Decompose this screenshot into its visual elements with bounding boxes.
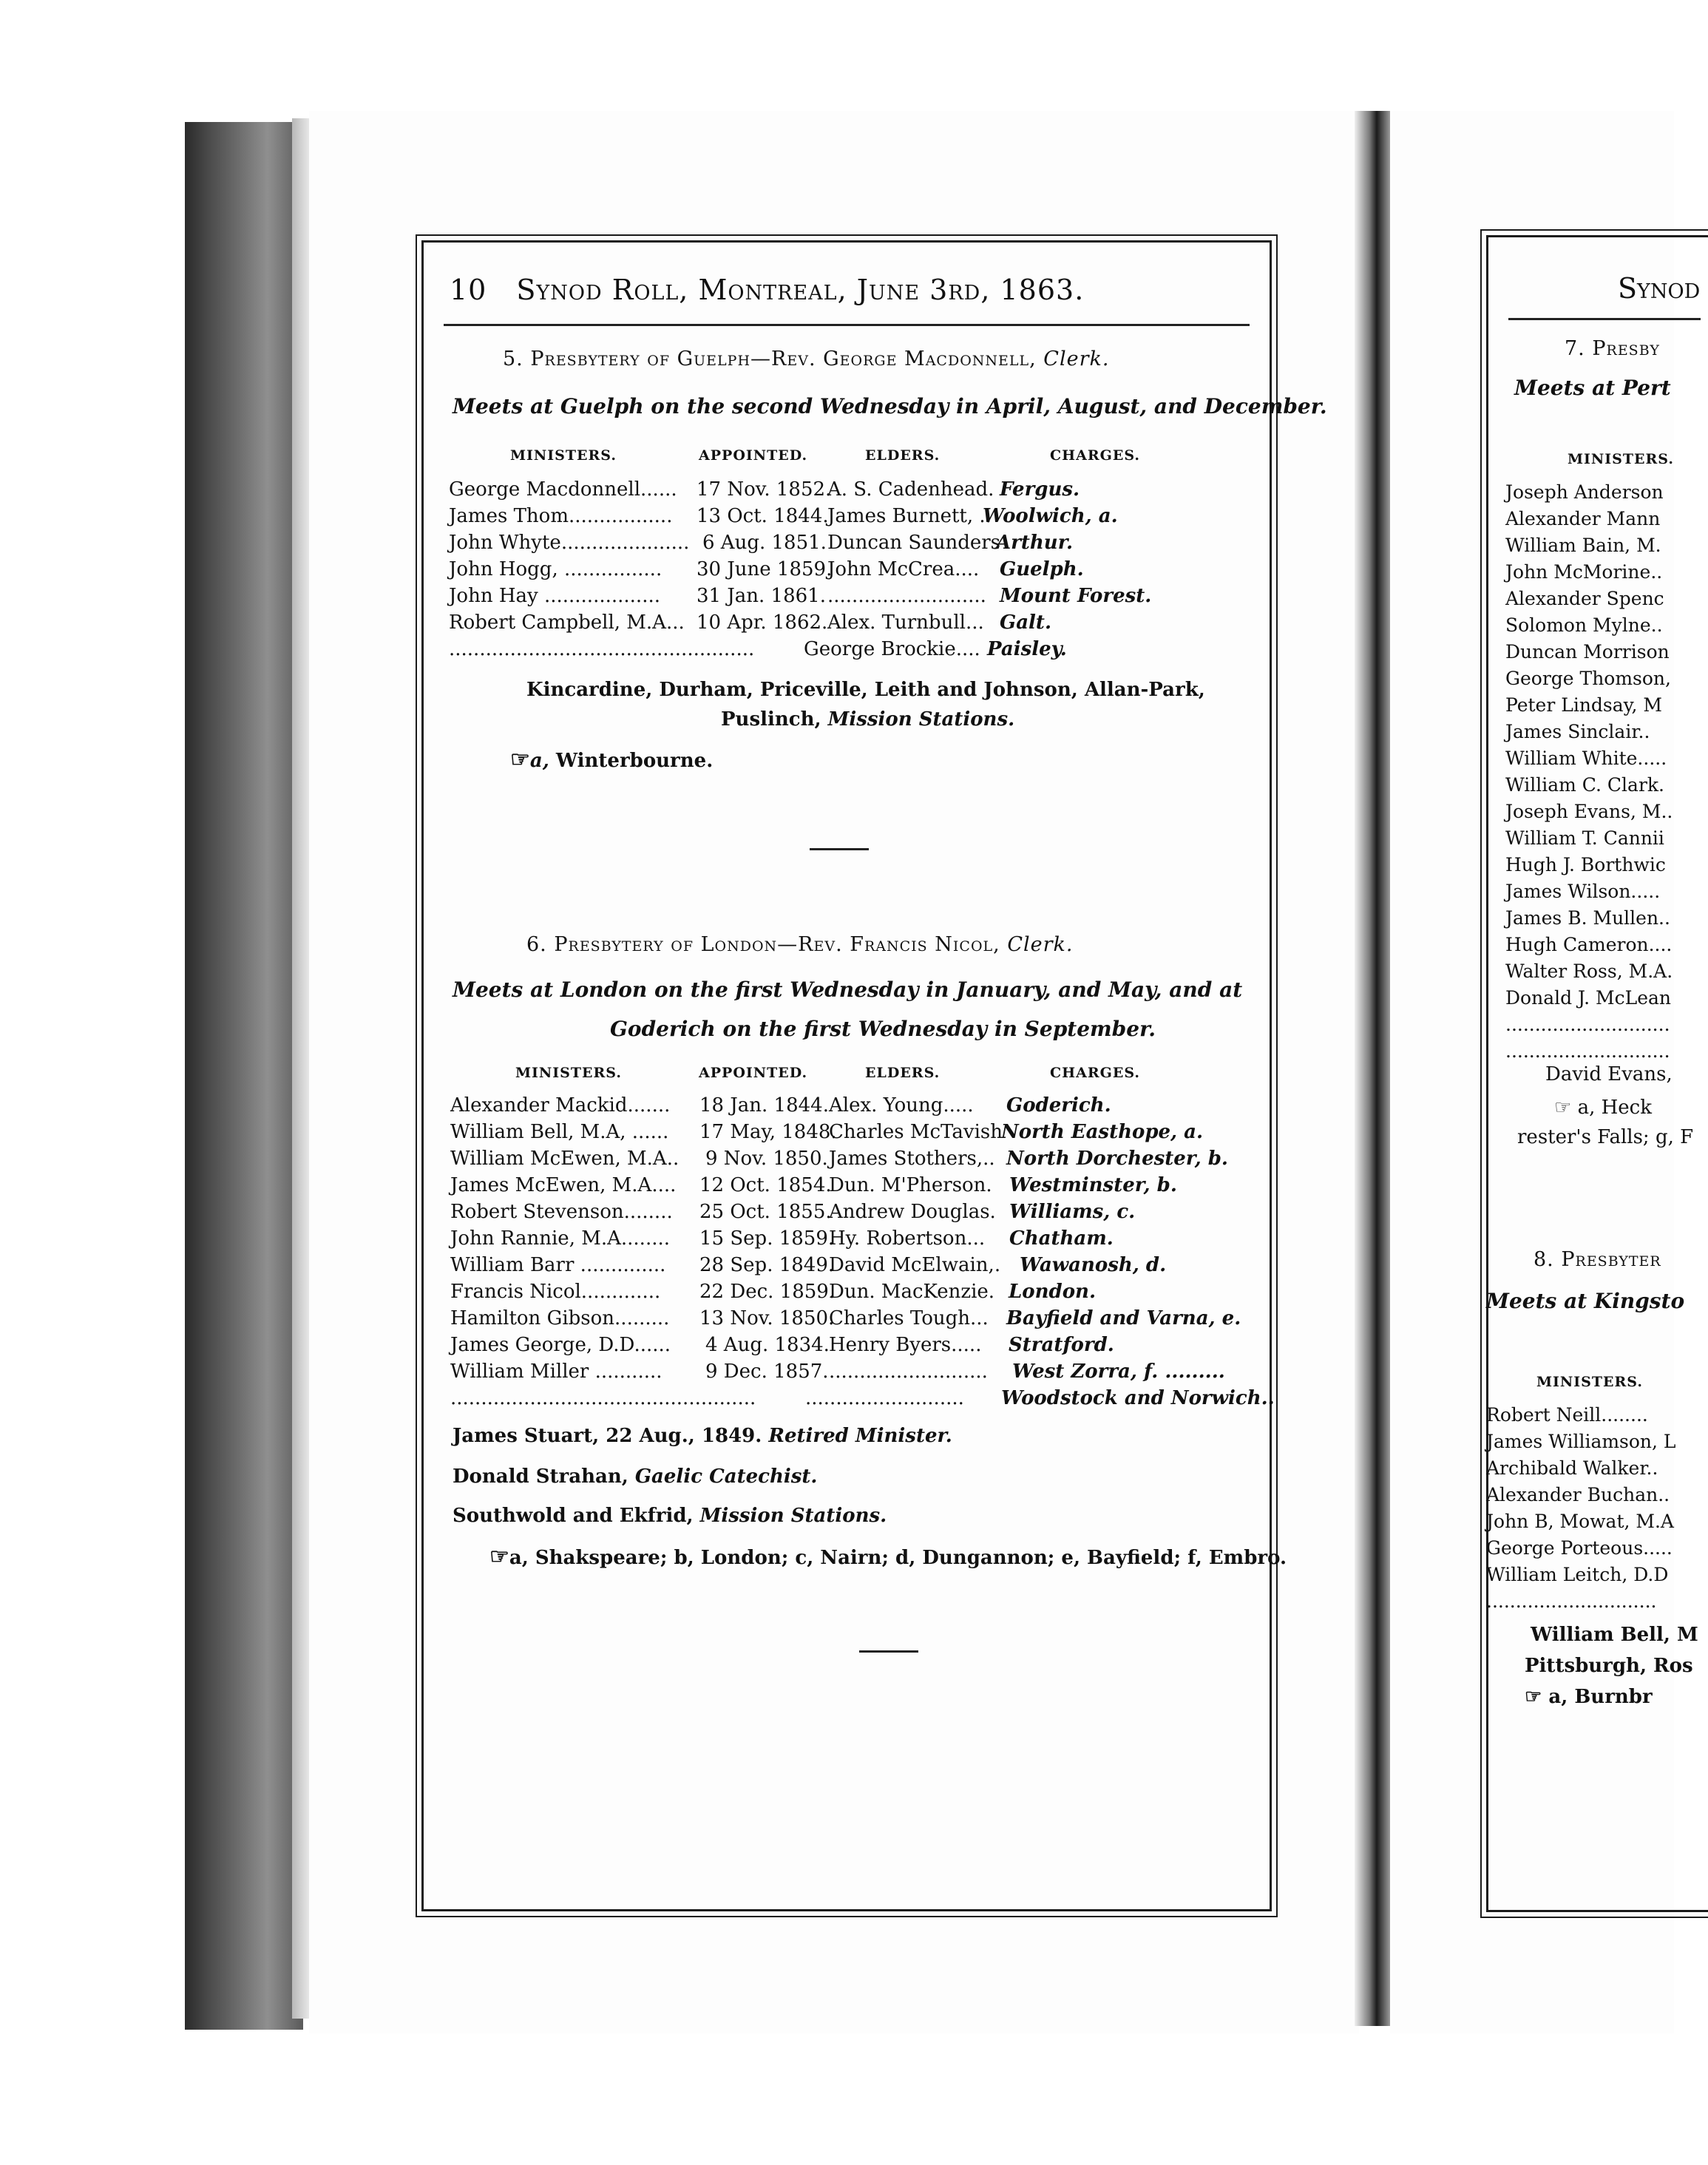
retired-label: Retired Minister. <box>768 1425 952 1447</box>
catechist-name: Donald Strahan, <box>453 1466 635 1488</box>
col-ministers: MINISTERS. <box>1568 451 1674 467</box>
minister: William T. Cannii <box>1505 827 1664 849</box>
pointing-hand-icon: ☞ <box>510 747 530 773</box>
presbytery-7-extra-3: rester's Falls; g, F <box>1517 1126 1694 1148</box>
charge: North Dorchester, b. <box>1006 1148 1228 1170</box>
mission-places: Southwold and Ekfrid, <box>453 1505 700 1527</box>
mission-stations-line <box>453 1505 887 1527</box>
pointing-hand-icon: ☞ <box>1554 1097 1572 1119</box>
note-letter: a, <box>529 750 549 772</box>
elder: A. S. Cadenhead. <box>827 478 994 501</box>
elder: Henry Byers..... <box>829 1334 982 1356</box>
charge: Guelph. <box>1000 558 1084 580</box>
minister: William Leitch, D.D <box>1486 1564 1669 1585</box>
presbytery-6-meets-line1: Meets at London on the first Wednesday in January, and May, and at <box>453 978 1243 1002</box>
elder: Alex. Turnbull... <box>827 611 984 634</box>
mission-label: Mission Stations. <box>699 1505 887 1527</box>
minister: John Hogg, ................ <box>449 558 662 580</box>
missions-label: Mission Stations. <box>827 708 1015 731</box>
minister: Joseph Anderson <box>1505 481 1664 503</box>
col-ministers: MINISTERS. <box>515 1065 622 1081</box>
presbytery-8-extra-1: William Bell, M <box>1531 1624 1698 1646</box>
minister: William Bain, M. <box>1505 535 1661 556</box>
appointed: 6 Aug. 1851. <box>702 532 827 554</box>
charge: Paisley. <box>987 638 1067 660</box>
presbytery-6-title-text: 6. Presbytery of London—Rev. Francis Nicol, <box>526 933 1008 956</box>
minister: James B. Mullen.. <box>1505 907 1670 929</box>
minister: Alexander Mackid....... <box>450 1094 671 1117</box>
appointed: 4 Aug. 1834. <box>705 1334 830 1356</box>
charge: Chatham. <box>1009 1227 1114 1250</box>
elder: Dun. M'Pherson. <box>829 1174 992 1196</box>
minister: Donald J. McLean <box>1505 987 1672 1009</box>
charge: London. <box>1009 1281 1097 1303</box>
minister: .................................................. <box>449 638 755 660</box>
minister: Hugh Cameron.... <box>1505 934 1673 955</box>
elder: .......................... <box>829 1361 988 1383</box>
charge: Fergus. <box>1000 478 1080 501</box>
col-elders: ELDERS. <box>865 1065 941 1081</box>
minister: Solomon Mylne.. <box>1505 614 1663 636</box>
elder: George Brockie.... <box>804 638 980 660</box>
note-text: a, Heck <box>1577 1097 1652 1119</box>
running-title: Synod Roll, Montreal, June 3rd, 1863. <box>516 274 1085 306</box>
elder: Duncan Saunders <box>827 532 1001 554</box>
elder: John McCrea.... <box>827 558 980 580</box>
charge: Westminster, b. <box>1009 1174 1177 1196</box>
presbytery-5-meets: Meets at Guelph on the second Wednesday in April, August, and December. <box>453 394 1327 419</box>
minister: Alexander Buchan.. <box>1486 1484 1670 1505</box>
appointed: 13 Nov. 1850. <box>699 1307 835 1329</box>
charge: Galt. <box>1000 611 1051 634</box>
presbytery-6-clerk: Clerk. <box>1007 933 1074 956</box>
running-header <box>450 274 1084 306</box>
pointing-hand-icon: ☞ <box>1525 1686 1542 1708</box>
appointed: 10 Apr. 1862. <box>697 611 828 634</box>
elder: James Burnett, .. <box>827 505 992 527</box>
presbytery-5-title <box>503 348 1109 370</box>
charge: Williams, c. <box>1009 1201 1136 1223</box>
elder: Charles Tough... <box>829 1307 989 1329</box>
minister: Robert Stevenson........ <box>450 1201 673 1223</box>
appointed: 9 Dec. 1857. <box>705 1361 829 1383</box>
col-ministers: MINISTERS. <box>1536 1374 1643 1390</box>
charge: Woodstock and Norwich.. <box>1001 1387 1275 1409</box>
minister: ............................. <box>1486 1590 1657 1612</box>
note-text: a, Burnbr <box>1548 1686 1653 1708</box>
page-number: 10 <box>450 274 487 306</box>
minister: Peter Lindsay, M <box>1505 694 1662 716</box>
minister: John Rannie, M.A........ <box>450 1227 671 1250</box>
catechist-label: Gaelic Catechist. <box>634 1466 818 1488</box>
retired-name: James Stuart, 22 Aug., 1849. <box>453 1425 769 1447</box>
charge: Mount Forest. <box>1000 585 1152 607</box>
minister: William Bell, M.A, ...... <box>450 1121 669 1143</box>
header-rule <box>444 324 1250 326</box>
minister: James Thom................. <box>449 505 673 527</box>
minister: Robert Neill........ <box>1486 1404 1648 1426</box>
minister: ............................ <box>1505 1014 1670 1035</box>
col-charges: CHARGES. <box>1050 447 1140 464</box>
minister: Alexander Spenc <box>1505 588 1664 609</box>
catechist-line <box>453 1466 817 1488</box>
minister: James Sinclair.. <box>1505 721 1650 742</box>
charge: North Easthope, a. <box>1001 1121 1204 1143</box>
minister: William McEwen, M.A.. <box>450 1148 680 1170</box>
elder: Alex. Young..... <box>829 1094 974 1117</box>
presbytery-5-missions-line2 <box>721 708 1014 731</box>
presbytery-5-note <box>510 747 713 773</box>
appointed: 15 Sep. 1859. <box>699 1227 835 1250</box>
col-appointed: APPOINTED. <box>699 447 808 464</box>
minister: James Wilson..... <box>1505 881 1661 902</box>
charge: Goderich. <box>1006 1094 1111 1117</box>
section-divider <box>859 1650 918 1653</box>
charge: Bayfield and Varna, e. <box>1006 1307 1241 1329</box>
minister: Robert Campbell, M.A... <box>449 611 685 634</box>
retired-minister-line <box>453 1425 952 1447</box>
appointed: 22 Dec. 1859. <box>699 1281 836 1303</box>
col-appointed: APPOINTED. <box>699 1065 808 1081</box>
col-elders: ELDERS. <box>865 447 941 464</box>
minister: George Macdonnell...... <box>449 478 677 501</box>
minister: ............................ <box>1505 1040 1670 1062</box>
minister: .................................................. <box>450 1387 756 1409</box>
charge: Woolwich, a. <box>983 505 1118 527</box>
minister: Archibald Walker.. <box>1486 1457 1658 1479</box>
minister: William C. Clark. <box>1505 774 1665 796</box>
col-ministers: MINISTERS. <box>510 447 617 464</box>
pointing-hand-icon: ☞ <box>489 1544 509 1570</box>
elder: .......................... <box>827 585 986 607</box>
presbytery-6-note <box>489 1544 1287 1570</box>
presbytery-8-extra-2: Pittsburgh, Ros <box>1525 1655 1693 1677</box>
elder: .......................... <box>805 1387 964 1409</box>
minister: William White..... <box>1505 748 1667 769</box>
elder: Hy. Robertson... <box>829 1227 986 1250</box>
presbytery-7-extra-1: David Evans, <box>1545 1063 1673 1085</box>
minister: William Miller ........... <box>450 1361 662 1383</box>
elder: Charles McTavish <box>829 1121 1003 1143</box>
appointed: 28 Sep. 1849. <box>699 1254 835 1276</box>
elder: Dun. MacKenzie. <box>829 1281 995 1303</box>
presbytery-7-meets: Meets at Pert <box>1514 376 1671 400</box>
presbytery-8-ministers <box>1486 1402 1676 1615</box>
right-page-content <box>1486 235 1701 1912</box>
right-header-rule <box>1508 318 1701 320</box>
right-running-title: Synod <box>1618 272 1701 305</box>
note-text: a, Shakspeare; b, London; c, Nairn; d, Dungannon; e, Bayfield; f, Embro. <box>509 1547 1287 1569</box>
appointed: 18 Jan. 1844. <box>699 1094 829 1117</box>
appointed: 13 Oct. 1844. <box>697 505 829 527</box>
charge: Arthur. <box>996 532 1074 554</box>
minister: Duncan Morrison <box>1505 641 1670 663</box>
appointed: 25 Oct. 1855. <box>699 1201 832 1223</box>
minister: Francis Nicol............. <box>450 1281 661 1303</box>
presbytery-5-missions-line1: Kincardine, Durham, Priceville, Leith and Johnson, Allan-Park, <box>526 679 1205 701</box>
minister: Alexander Mann <box>1505 508 1661 529</box>
presbytery-6-meets-line2: Goderich on the first Wednesday in September. <box>610 1017 1156 1041</box>
charge: West Zorra, f. ......... <box>1012 1361 1225 1383</box>
presbytery-5-title-text: 5. Presbytery of Guelph—Rev. George Macdonnell, <box>503 348 1044 370</box>
appointed: 30 June 1859. <box>697 558 833 580</box>
presbytery-7-title: 7. Presby <box>1565 337 1660 360</box>
minister: John Whyte..................... <box>449 532 690 554</box>
presbytery-8-extra-3 <box>1525 1686 1653 1708</box>
minister: James Williamson, L <box>1486 1431 1676 1452</box>
elder: James Stothers,.. <box>829 1148 995 1170</box>
minister: George Porteous..... <box>1486 1537 1673 1559</box>
minister: John B, Mowat, M.A <box>1486 1511 1674 1532</box>
minister: Hugh J. Borthwic <box>1505 854 1666 875</box>
note-text: Winterbourne. <box>549 750 714 772</box>
presbytery-7-ministers <box>1505 479 1673 1065</box>
elder: Andrew Douglas. <box>829 1201 996 1223</box>
charge: Stratford. <box>1009 1334 1114 1356</box>
elder: David McElwain,. <box>829 1254 1001 1276</box>
minister: Hamilton Gibson......... <box>450 1307 670 1329</box>
appointed: 12 Oct. 1854. <box>699 1174 832 1196</box>
book-gutter <box>1355 111 1392 2026</box>
minister: Walter Ross, M.A. <box>1505 960 1673 982</box>
minister: John McMorine.. <box>1505 561 1663 583</box>
minister: John Hay ................... <box>449 585 660 607</box>
presbytery-7-extra-2 <box>1554 1097 1652 1119</box>
book-edge <box>185 122 303 2030</box>
appointed: 9 Nov. 1850. <box>705 1148 828 1170</box>
minister: James George, D.D...... <box>450 1334 671 1356</box>
presbytery-6-title <box>526 933 1073 956</box>
presbytery-8-meets: Meets at Kingsto <box>1486 1289 1685 1313</box>
presbytery-8-title: 8. Presbyter <box>1534 1248 1661 1271</box>
appointed: 31 Jan. 1861. <box>697 585 826 607</box>
minister: Joseph Evans, M.. <box>1505 801 1673 822</box>
missions-places: Puslinch, <box>721 708 828 731</box>
minister: James McEwen, M.A.... <box>450 1174 677 1196</box>
minister: William Barr .............. <box>450 1254 666 1276</box>
col-charges: CHARGES. <box>1050 1065 1140 1081</box>
section-divider <box>810 848 869 850</box>
appointed: 17 Nov. 1852. <box>697 478 832 501</box>
minister: George Thomson, <box>1505 668 1671 689</box>
presbytery-5-clerk: Clerk. <box>1043 348 1110 370</box>
charge: Wawanosh, d. <box>1020 1254 1167 1276</box>
appointed: 17 May, 1848. <box>699 1121 837 1143</box>
